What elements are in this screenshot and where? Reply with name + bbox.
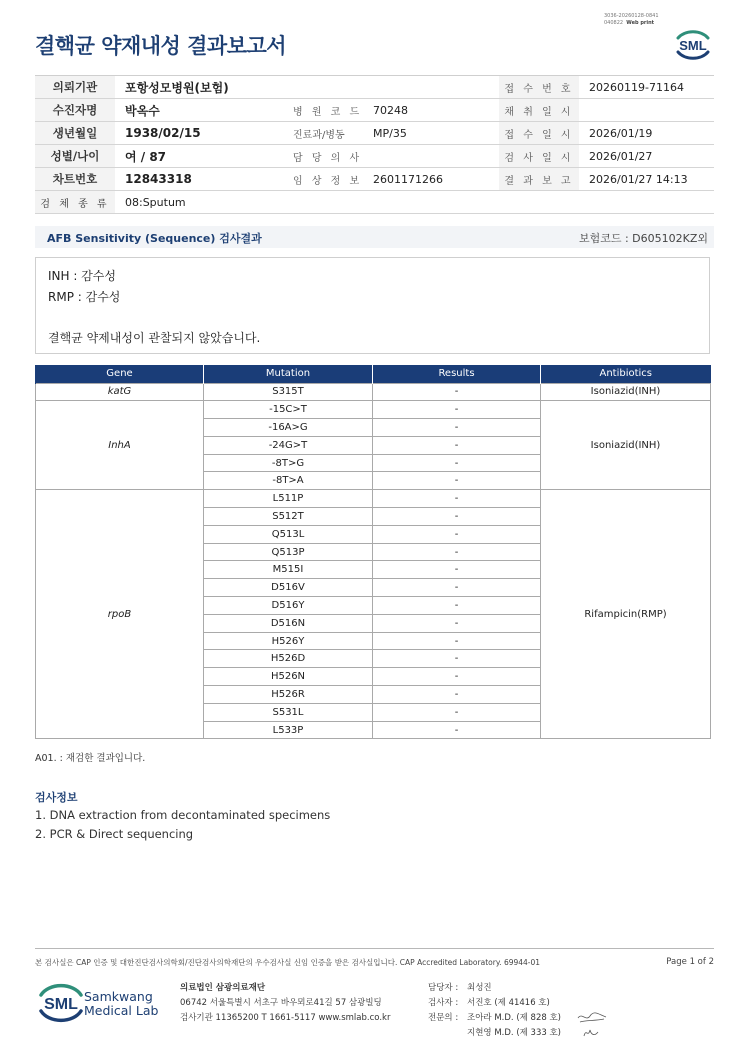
value-receipt-number: 20260119-71164 bbox=[579, 76, 714, 99]
staff-row bbox=[428, 996, 561, 1011]
value-sex-age: 여 / 87 bbox=[115, 145, 283, 168]
sml-logo-icon bbox=[36, 982, 86, 1024]
antibiotic-cell: Isoniazid(INH) bbox=[541, 401, 711, 490]
staff-role: 전문의 : bbox=[428, 1013, 459, 1023]
info-row bbox=[35, 122, 714, 145]
label-requesting-org: 의뢰기관 bbox=[35, 76, 115, 99]
mutation-table-header bbox=[36, 365, 711, 383]
label-physician: 담 당 의 사 bbox=[283, 145, 363, 168]
info-row bbox=[35, 191, 714, 214]
mutation-cell: S512T bbox=[204, 508, 373, 526]
label-collection-date: 채 취 일 시 bbox=[499, 99, 579, 122]
result-cell: - bbox=[373, 508, 541, 526]
result-rmp: RMP : 감수성 bbox=[48, 290, 121, 304]
gene-cell: rpoB bbox=[36, 490, 204, 739]
header-results: Results bbox=[373, 365, 541, 383]
label-hospital-code: 병 원 코 드 bbox=[283, 99, 363, 122]
result-cell: - bbox=[373, 632, 541, 650]
result-cell: - bbox=[373, 686, 541, 704]
staff-role: 검사자 : bbox=[428, 998, 459, 1008]
result-inh: INH : 감수성 bbox=[48, 269, 116, 283]
mutation-cell: Q513P bbox=[204, 543, 373, 561]
result-cell: - bbox=[373, 490, 541, 508]
result-cell: - bbox=[373, 525, 541, 543]
result-cell: - bbox=[373, 419, 541, 437]
value-specimen-type: 08:Sputum bbox=[115, 191, 714, 214]
info-row bbox=[35, 168, 714, 191]
result-cell: - bbox=[373, 436, 541, 454]
value-hospital-code: 70248 bbox=[363, 99, 499, 122]
mutation-cell: H526N bbox=[204, 668, 373, 686]
print-stamp bbox=[604, 13, 659, 27]
mutation-cell: D516V bbox=[204, 579, 373, 597]
label-sex-age: 성별/나이 bbox=[35, 145, 115, 168]
value-receipt-date: 2026/01/19 bbox=[579, 122, 714, 145]
brand-line1: Samkwang bbox=[84, 989, 153, 1004]
header-gene: Gene bbox=[36, 365, 204, 383]
info-row bbox=[35, 145, 714, 168]
antibiotic-cell: Isoniazid(INH) bbox=[541, 383, 711, 401]
header-mutation: Mutation bbox=[204, 365, 373, 383]
org-address: 06742 서울특별시 서초구 바우뫼로41길 57 삼광빌딩 bbox=[180, 998, 382, 1008]
section-header bbox=[35, 226, 714, 248]
org-contact: 검사기관 11365200 T 1661-5117 www.smlab.co.kr bbox=[180, 1013, 391, 1023]
mutation-cell: D516Y bbox=[204, 597, 373, 615]
label-report-date: 결 과 보 고 bbox=[499, 168, 579, 191]
mutation-cell: L511P bbox=[204, 490, 373, 508]
print-stamp-code: 040822 bbox=[604, 20, 624, 26]
value-department: MP/35 bbox=[363, 122, 499, 145]
organization-info bbox=[180, 981, 390, 1026]
info-row bbox=[35, 99, 714, 122]
result-cell: - bbox=[373, 597, 541, 615]
mutation-cell: D516N bbox=[204, 614, 373, 632]
report-title: 결핵균 약재내성 결과보고서 bbox=[35, 34, 287, 58]
patient-info-table bbox=[35, 75, 714, 214]
header-antibiotics: Antibiotics bbox=[541, 365, 711, 383]
staff-row bbox=[428, 1011, 561, 1026]
staff-name: 지현영 M.D. (제 333 호) bbox=[467, 1028, 562, 1038]
mutation-cell: -8T>A bbox=[204, 472, 373, 490]
table-row bbox=[36, 383, 711, 401]
section-title: AFB Sensitivity (Sequence) 검사결과 bbox=[47, 232, 262, 245]
label-test-date: 검 사 일 시 bbox=[499, 145, 579, 168]
mutation-table bbox=[35, 365, 711, 739]
test-info-item: 1. DNA extraction from decontaminated specimens bbox=[35, 808, 331, 822]
mutation-cell: -15C>T bbox=[204, 401, 373, 419]
svg-text:SML: SML bbox=[679, 38, 707, 53]
result-cell: - bbox=[373, 472, 541, 490]
result-cell: - bbox=[373, 614, 541, 632]
gene-cell: InhA bbox=[36, 401, 204, 490]
staff-info bbox=[428, 981, 561, 1041]
svg-text:SML: SML bbox=[44, 996, 78, 1013]
print-stamp-line1: 3036-20260128-0841 bbox=[604, 13, 659, 19]
value-chart-number: 12843318 bbox=[115, 168, 283, 191]
test-info-title: 검사정보 bbox=[35, 791, 78, 804]
value-collection-date bbox=[579, 99, 714, 122]
signature-image bbox=[576, 1010, 612, 1040]
table-row bbox=[36, 401, 711, 419]
mutation-cell: -8T>G bbox=[204, 454, 373, 472]
value-clinical-info: 2601171266 bbox=[363, 168, 499, 191]
result-cell: - bbox=[373, 650, 541, 668]
value-patient-name: 박옥수 bbox=[115, 99, 283, 122]
staff-name: 최성진 bbox=[467, 983, 492, 993]
brand-name bbox=[84, 990, 158, 1018]
footer-divider bbox=[35, 948, 714, 949]
mutation-cell: L533P bbox=[204, 721, 373, 739]
label-receipt-date: 접 수 일 시 bbox=[499, 122, 579, 145]
print-stamp-label: Web print bbox=[626, 20, 655, 26]
label-chart-number: 차트번호 bbox=[35, 168, 115, 191]
result-cell: - bbox=[373, 668, 541, 686]
sml-logo-icon bbox=[672, 26, 714, 64]
label-birth-date: 생년월일 bbox=[35, 122, 115, 145]
staff-row bbox=[428, 981, 561, 996]
mutation-cell: -24G>T bbox=[204, 436, 373, 454]
mutation-cell: H526D bbox=[204, 650, 373, 668]
result-conclusion: 결핵균 약제내성이 관찰되지 않았습니다. bbox=[48, 331, 261, 345]
footnote: A01. : 재검한 결과입니다. bbox=[35, 753, 146, 764]
mutation-cell: Q513L bbox=[204, 525, 373, 543]
mutation-cell: H526Y bbox=[204, 632, 373, 650]
label-department: 진료과/병동 bbox=[283, 122, 363, 145]
page-number: Page 1 of 2 bbox=[666, 957, 714, 967]
result-cell: - bbox=[373, 721, 541, 739]
insurance-code: 보험코드 : D605102KZ외 bbox=[578, 232, 708, 245]
mutation-cell: S531L bbox=[204, 703, 373, 721]
cap-accreditation: 본 검사실은 CAP 인증 및 대한진단검사의학회/진단검사의학재단의 우수검사실 신임 인증을 받은 검사실입니다. CAP Accredited Laboratory. 69944-01 bbox=[35, 958, 541, 967]
staff-name: 조아라 M.D. (제 828 호) bbox=[467, 1013, 562, 1023]
label-specimen-type: 검 체 종 류 bbox=[35, 191, 115, 214]
test-info-item: 2. PCR & Direct sequencing bbox=[35, 827, 194, 841]
result-cell: - bbox=[373, 579, 541, 597]
mutation-cell: M515I bbox=[204, 561, 373, 579]
mutation-table-body bbox=[36, 383, 711, 739]
org-name: 의료법인 삼광의료재단 bbox=[180, 983, 266, 993]
label-clinical-info: 임 상 정 보 bbox=[283, 168, 363, 191]
label-receipt-number: 접 수 번 호 bbox=[499, 76, 579, 99]
brand-line2: Medical Lab bbox=[84, 1003, 159, 1018]
mutation-cell: -16A>G bbox=[204, 419, 373, 437]
result-cell: - bbox=[373, 401, 541, 419]
info-row bbox=[35, 76, 714, 99]
staff-name: 서진호 (제 41416 호) bbox=[467, 998, 550, 1008]
mutation-cell: H526R bbox=[204, 686, 373, 704]
value-requesting-org: 포항성모병원(보험) bbox=[115, 76, 499, 99]
table-row bbox=[36, 490, 711, 508]
mutation-cell: S315T bbox=[204, 383, 373, 401]
value-report-date: 2026/01/27 14:13 bbox=[579, 168, 714, 191]
result-cell: - bbox=[373, 454, 541, 472]
value-physician bbox=[363, 145, 499, 168]
result-summary bbox=[35, 257, 710, 354]
result-cell: - bbox=[373, 543, 541, 561]
value-test-date: 2026/01/27 bbox=[579, 145, 714, 168]
gene-cell: katG bbox=[36, 383, 204, 401]
staff-row bbox=[428, 1026, 561, 1041]
value-birth-date: 1938/02/15 bbox=[115, 122, 283, 145]
staff-role: 담당자 : bbox=[428, 983, 459, 993]
result-cell: - bbox=[373, 703, 541, 721]
antibiotic-cell: Rifampicin(RMP) bbox=[541, 490, 711, 739]
result-cell: - bbox=[373, 561, 541, 579]
result-cell: - bbox=[373, 383, 541, 401]
label-patient-name: 수진자명 bbox=[35, 99, 115, 122]
